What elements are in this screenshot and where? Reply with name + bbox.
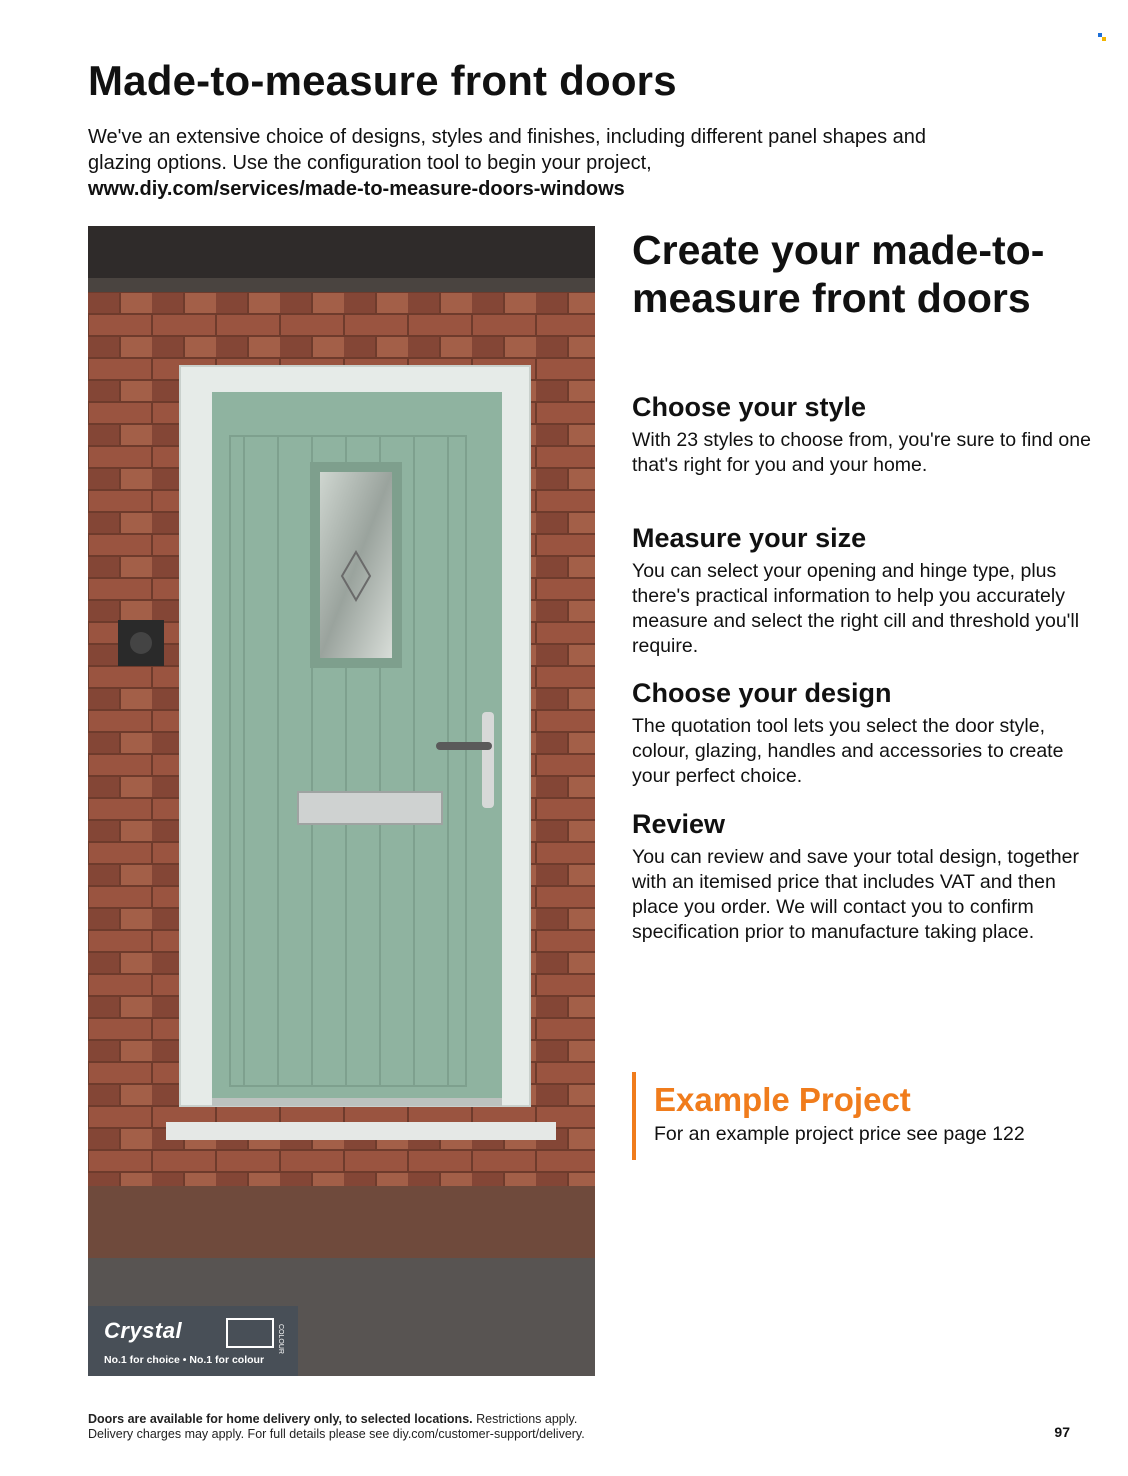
badge-brand: Crystal [104, 1318, 183, 1343]
example-title: Example Project [654, 1081, 911, 1118]
configuration-tool-link[interactable]: www.diy.com/services/made-to-measure-doors-windows [88, 178, 625, 200]
intro-paragraph [88, 124, 948, 202]
step-choose-style [632, 390, 1102, 478]
step-title: Review [632, 809, 726, 839]
badge-tagline: No.1 for choice • No.1 for colour [104, 1354, 265, 1366]
door-photo [88, 226, 595, 1376]
step-title: Choose your style [632, 392, 867, 422]
badge-logo-side: COLOUR [277, 1324, 284, 1354]
page-number: 97 [1054, 1424, 1070, 1440]
door-illustration [88, 226, 595, 1376]
example-project-callout [632, 1072, 1092, 1160]
corner-mark-icon [1098, 28, 1106, 36]
crystal-badge [88, 1306, 298, 1376]
footer-delivery: Delivery charges may apply. For full details please see diy.com/customer-support/delivery. [88, 1427, 585, 1441]
step-body: With 23 styles to choose from, you're sure to find one that's right for you and your home. [632, 429, 1091, 476]
intro-text: We've an extensive choice of designs, styles and finishes, including different panel shapes and glazing options. Use the configuration tool to begin your project, [88, 126, 927, 174]
footer-bold: Doors are available for home delivery only, to selected locations. [88, 1412, 473, 1426]
page-title: Made-to-measure front doors [88, 57, 677, 104]
footer-note [88, 1412, 585, 1442]
step-title: Choose your design [632, 678, 892, 708]
step-title: Measure your size [632, 523, 867, 553]
step-body: You can review and save your total design, together with an itemised price that includes VAT and then place you order. We will contact you to confirm specification prior to manufacture taking place. [632, 846, 1079, 943]
step-body: You can select your opening and hinge type, plus there's practical information to help you accurately measure and select the right cill and threshold you'll require. [632, 560, 1080, 657]
crystal-logo-icon [226, 1318, 284, 1354]
step-measure-size [632, 521, 1102, 659]
step-review [632, 807, 1102, 945]
footer-restrictions: Restrictions apply. [472, 1412, 578, 1426]
example-body: For an example project price see page 122 [654, 1123, 1025, 1145]
step-choose-design [632, 676, 1102, 789]
step-body: The quotation tool lets you select the door style, colour, glazing, handles and accessories to create your perfect choice. [632, 715, 1064, 787]
section-heading: Create your made-to-measure front doors [632, 227, 1045, 321]
